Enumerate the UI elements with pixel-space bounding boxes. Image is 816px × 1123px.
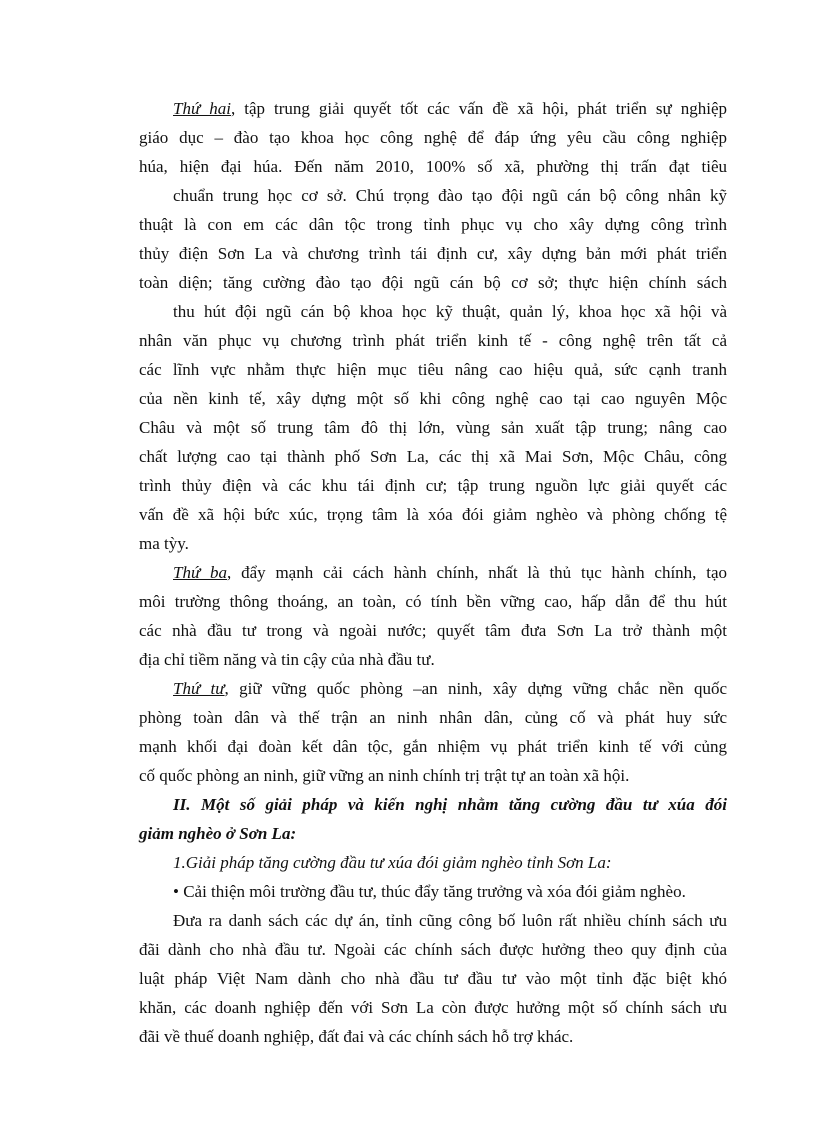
paragraph-line: nhân văn phục vụ chương trình phát triển kinh tế - công nghệ trên tất cả bbox=[139, 331, 727, 350]
paragraph-line: Thứ tư, giữ vững quốc phòng –an ninh, xây dựng vững chắc nền quốc bbox=[173, 679, 728, 698]
paragraph-line: cố quốc phòng an ninh, giữ vững an ninh chính trị trật tự an toàn xã hội. bbox=[139, 766, 630, 785]
ordinal-label: Thứ tư bbox=[173, 679, 225, 698]
paragraph-line: của nền kinh tế, xây dựng một số khi công nghệ cao tại cao nguyên Mộc bbox=[139, 389, 727, 408]
paragraph-line: luật pháp Việt Nam dành cho nhà đầu tư đầu tư vào một tỉnh đặc biệt khó bbox=[139, 969, 727, 988]
section-heading: II. Một số giải pháp và kiến nghị nhằm tăng cường đầu tư xúa đói bbox=[173, 795, 727, 814]
paragraph-line: trình thủy điện và các khu tái định cư; tập trung nguồn lực giải quyết các bbox=[139, 476, 727, 495]
paragraph-line: mạnh khối đại đoàn kết dân tộc, gắn nhiệm vụ phát triển kinh tế với củng bbox=[139, 737, 727, 756]
paragraph-line: chất lượng cao tại thành phố Sơn La, các thị xã Mai Sơn, Mộc Châu, công bbox=[139, 447, 727, 466]
paragraph-line: toàn diện; tăng cường đào tạo đội ngũ cán bộ cơ sở; thực hiện chính sách bbox=[139, 273, 727, 292]
paragraph-line: Châu và một số trung tâm đô thị lớn, vùng sản xuất tập trung; nâng cao bbox=[139, 418, 727, 437]
paragraph-line: đãi dành cho nhà đầu tư. Ngoài các chính sách được hưởng theo quy định của bbox=[139, 940, 727, 959]
paragraph-line: môi trường thông thoáng, an toàn, có tính bền vững cao, hấp dẫn để thu hút bbox=[139, 592, 727, 611]
ordinal-label: Thứ hai bbox=[173, 99, 231, 118]
paragraph-line: khăn, các doanh nghiệp đến với Sơn La còn được hưởng một số chính sách ưu bbox=[139, 998, 727, 1017]
bullet-icon: • bbox=[173, 882, 179, 901]
paragraph-line: đãi về thuế doanh nghiệp, đất đai và các chính sách hỗ trợ khác. bbox=[139, 1027, 574, 1046]
section-heading: giảm nghèo ở Sơn La: bbox=[139, 824, 297, 843]
paragraph-line: Đưa ra danh sách các dự án, tỉnh cũng công bố luôn rất nhiều chính sách ưu bbox=[173, 911, 727, 930]
bullet-item: • Cải thiện môi trường đầu tư, thúc đẩy tăng trưởng và xóa đói giảm nghèo. bbox=[173, 882, 686, 901]
subsection-heading: 1.Giải pháp tăng cường đầu tư xúa đói giảm nghèo tỉnh Sơn La: bbox=[173, 853, 612, 872]
paragraph-line: Thứ ba, đẩy mạnh cải cách hành chính, nhất là thủ tục hành chính, tạo bbox=[173, 563, 727, 582]
ordinal-label: Thứ ba bbox=[173, 563, 228, 582]
paragraph-line: thuật là con em các dân tộc trong tỉnh phục vụ cho xây dựng công trình bbox=[139, 215, 727, 234]
paragraph-line: thủy điện Sơn La và chương trình tái định cư, xây dựng bản mới phát triển bbox=[139, 244, 727, 263]
paragraph-line: các nhà đầu tư trong và ngoài nước; quyết tâm đưa Sơn La trở thành một bbox=[139, 621, 727, 640]
paragraph-line: ma tỳy. bbox=[139, 534, 189, 553]
paragraph-line: vấn đề xã hội bức xúc, trọng tâm là xóa đói giảm nghèo và phòng chống tệ bbox=[139, 505, 727, 524]
paragraph-line: Thứ hai, tập trung giải quyết tốt các vấn đề xã hội, phát triển sự nghiệp bbox=[173, 99, 728, 118]
paragraph-line: địa chỉ tiềm năng và tin cậy của nhà đầu tư. bbox=[139, 650, 435, 669]
paragraph-line: thu hút đội ngũ cán bộ khoa học kỹ thuật, quản lý, khoa học xã hội và bbox=[173, 302, 727, 321]
paragraph-line: các lĩnh vực nhằm thực hiện mục tiêu nâng cao hiệu quả, sức cạnh tranh bbox=[139, 360, 727, 379]
paragraph-line: húa, hiện đại húa. Đến năm 2010, 100% số xã, phường thị trấn đạt tiêu bbox=[139, 157, 727, 176]
paragraph-line: chuẩn trung học cơ sở. Chú trọng đào tạo đội ngũ cán bộ công nhân kỹ bbox=[173, 186, 727, 205]
paragraph-line: phòng toàn dân và thế trận an ninh nhân dân, củng cố và phát huy sức bbox=[139, 708, 727, 727]
paragraph-line: giáo dục – đào tạo khoa học công nghệ để đáp ứng yêu cầu công nghiệp bbox=[139, 128, 727, 147]
